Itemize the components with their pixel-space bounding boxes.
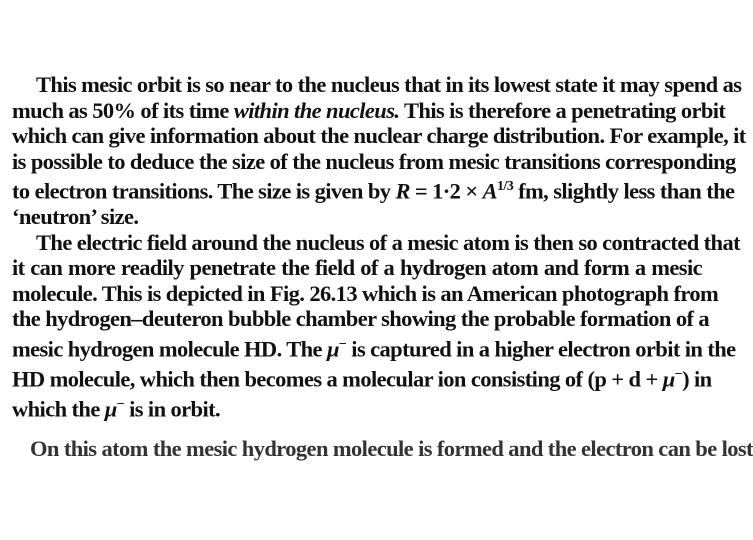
cropped-text-line: On this atom the mesic hydrogen molecule is formed and the electron can be lost	[30, 436, 753, 461]
text-line: The electric field around the nucleus of a mesic atom is then so contracted that	[36, 229, 740, 255]
text-line: which the μ− is in orbit.	[12, 396, 221, 421]
text-line: much as 50% of its time within the nucleus. This is therefore a penetrating orbit	[12, 97, 726, 123]
text-line: is possible to deduce the size of the nucleus from mesic transitions corresponding	[12, 148, 736, 174]
text-line: This mesic orbit is so near to the nucleus that in its lowest state it may spend as	[36, 72, 742, 97]
text-line: it can more readily penetrate the field of a hydrogen atom and form a mesic	[12, 255, 702, 280]
document-body	[12, 72, 746, 422]
text-line: to electron transitions. The size is given by $R = 1\cdot 2 \times A^{1/3}$ fm, slightly less than the	[12, 178, 735, 204]
text-line: ‘neutron’ size.	[12, 204, 139, 229]
text-line: molecule. This is depicted in Fig. 26.13 which is an American photograph from	[12, 280, 719, 306]
text-line: mesic hydrogen molecule HD. The μ− is captured in a higher electron orbit in the	[12, 336, 736, 361]
text-line: HD molecule, which then becomes a molecular ion consisting of (p + d + μ−) in	[12, 366, 712, 391]
text-line: which can give information about the nuclear charge distribution. For example, it	[12, 123, 746, 148]
text-line: the hydrogen–deuteron bubble chamber showing the probable formation of a	[12, 306, 710, 331]
